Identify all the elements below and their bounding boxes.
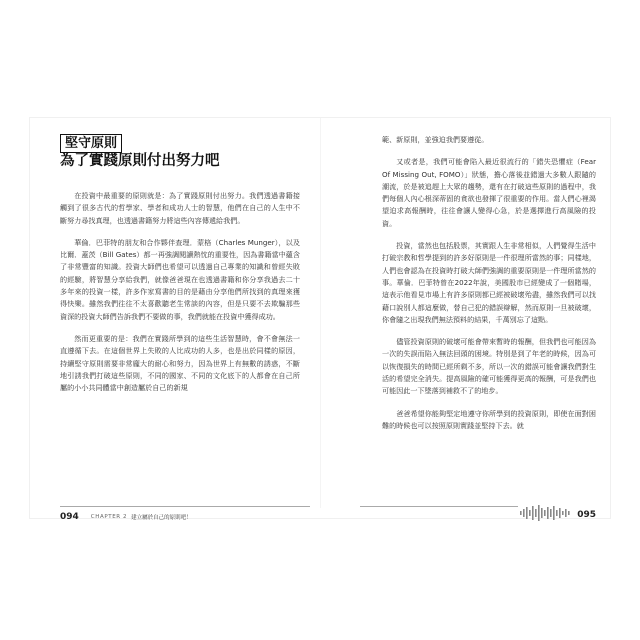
book-gutter xyxy=(320,118,321,508)
paragraph: 儘管投資原則的破壞可能會帶來暫時的報酬，但我們也可能因為一次的失誤而陷入無法回頭的困境。特別是到了年老的時候，因為可以恢復損失的時間已經所剩不多，所以一次的錯誤可能會讓我們對生活的希望完全消失。提高風險的確可能獲得更高的報酬，可是我們也可能因此一下墜落到補救不了的地步。 xyxy=(382,337,596,396)
footer-rule xyxy=(360,506,518,507)
page-number-left: 094 xyxy=(60,512,79,522)
footer-rule xyxy=(60,506,310,507)
paragraph: 範、新原則，並強迫我們要遵從。 xyxy=(382,135,489,144)
book-spread xyxy=(30,118,610,522)
paragraph: 然而更重要的是：我們在實踐所學到的這些生活智慧時，會不會無法一直遵循下去。在這個世界上失敗的人比成功的人多，也是出於同樣的原因，持續堅守原則需要非常龐大的耐心和努力，因為世界上有無數的誘惑，不斷地引誘我們打破這些原則，不同的國家、不同的文化底下的人都會在自己所屬的小小共同體當中創造屬於自己的新規 xyxy=(60,333,300,393)
paragraph: 投資，當然也包括股票，其實跟人生非常相似，人們覺得生活中打破宗教和哲學提到的許多好原則是一件很理所當然的事；同樣地，人們也會認為在投資時打破大師們強調的重要原則是一件理所當然的事。華倫．巴菲特曾在2022年說，美國股市已經變成了一個賭場，這表示他看見市場上有許多原則都已經被破壞殆盡，雖然我們可以找藉口說別人都這麼做，替自己犯的錯誤辯解，然而原則一旦被破壞，你會隨之出現我們無法預料的結果，千萬別忘了這點。 xyxy=(382,241,596,324)
right-footer xyxy=(330,504,596,524)
page-number-right: 095 xyxy=(577,510,596,520)
chapter-label: CHAPTER 2 xyxy=(90,514,128,520)
paragraph: 爸爸希望你能夠堅定地遵守你所學到的投資原則，即使在面對困難的時候也可以按照原則實踐並堅持下去。就 xyxy=(382,408,596,430)
section-subtitle: 為了實踐原則付出努力吧 xyxy=(60,153,220,169)
section-title-box: 堅守原則 xyxy=(60,134,122,153)
sound-wave-icon xyxy=(520,504,572,522)
paragraph: 華倫．巴菲特的朋友和合作夥伴查理．蒙格（Charles Munger），以及比爾．蓋茨（Bill Gates）都一再強調閱讀熱忱的重要性，因為書籍當中蘊含了非常豐富的知識。投資大師們也希望可以透過自己專業的知識和曾經失敗的經驗，將智慧分享給我們，就像爸爸現在也透過書籍和你分享我過去二十多年來的投資一樣，許多作家寫書的目的是藉由分享他們所找到的真理來獲得快樂。雖然我們往往不太喜歡聽老生常談的內容，但是只要不去欺騙那些資深的投資大師們告訴我們不要做的事，我們就能在投資中獲得成功。 xyxy=(60,237,300,321)
paragraph: 又或者是，我們可能會陷入最近很流行的「錯失恐懼症（Fear Of Missing Out, FOMO）」狀態，擔心落後並錯過大多數人跟隨的潮流，於是被追趕上大眾的趨勢，還有在打破這些原則的過程中，我們每個人內心根深蒂固的貪欲也發揮了很重要的作用。當人們心裡渴望迫求高報酬時，往往會讓人變得心急，於是選擇進行高風險的投資。 xyxy=(382,157,596,228)
chapter-title: 建立屬於自己的原則吧！ xyxy=(131,515,192,521)
paragraph: 在投資中最重要的原則就是：為了實踐原則付出努力。我們透過書籍接觸到了很多古代的哲學家、學者和成功人士的智慧，他們在自己的人生中不斷努力尋找真理，也透過書籍努力將這些內容傳遞給我們。 xyxy=(60,191,300,225)
right-text-block xyxy=(382,134,596,432)
left-text-block xyxy=(60,190,300,394)
left-footer xyxy=(60,510,310,524)
